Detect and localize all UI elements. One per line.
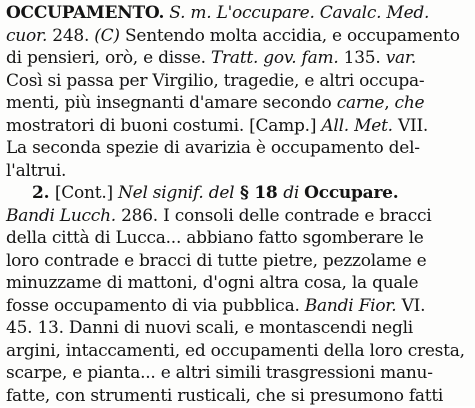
quote-text: fosse occupamento di via pubblica. bbox=[6, 296, 305, 316]
text-line-14 bbox=[6, 295, 425, 318]
citation-italic: Tratt. gov. fam. bbox=[210, 48, 339, 68]
headword: OCCUPAMENTO. bbox=[6, 3, 165, 23]
quote-text: mostratori di buoni costumi. [Camp.] bbox=[6, 116, 322, 136]
text-line-7: La seconda spezie di avarizia è occupamento del- bbox=[6, 138, 420, 158]
citation-number: 248. bbox=[47, 26, 95, 46]
citation-italic: Bandi Fior. bbox=[304, 296, 397, 316]
citation-italic: cuor. bbox=[6, 26, 48, 46]
section-reference: § 18 bbox=[234, 183, 284, 203]
text-line-1 bbox=[6, 2, 429, 25]
grammar-and-citation: S. m. L'occupare. Cavalc. Med. bbox=[164, 3, 430, 23]
text-line-13: minuzzame di mattoni, d'ogni altra cosa, la quale bbox=[6, 273, 419, 293]
text-line-18: fatte, con strumenti rusticali, che si presumono fatti bbox=[6, 386, 444, 406]
text-line-4: Così si passa per Virgilio, tragedie, e altri occupa- bbox=[6, 71, 425, 91]
text-line-9 bbox=[32, 182, 398, 205]
quote-text: 286. I consoli delle contrade e bracci bbox=[115, 206, 432, 226]
text-line-6 bbox=[6, 115, 428, 138]
text-line-2 bbox=[6, 25, 460, 48]
source-mark: (C) bbox=[94, 26, 120, 46]
sense-definition: Nel signif. del bbox=[118, 183, 235, 203]
cross-reference: Occupare. bbox=[304, 183, 399, 203]
quote-text: Sentendo molta accidia, e occupamento bbox=[119, 26, 460, 46]
text-line-5 bbox=[6, 92, 424, 115]
quote-text: menti, più insegnanti d'amare secondo bbox=[6, 93, 337, 113]
emphasis-italic: carne bbox=[336, 93, 385, 113]
text-line-16: argini, intaccamenti, ed occupamenti della loro cresta, bbox=[6, 341, 465, 361]
text-line-12: loro contrade e bracci di tutte pietre, pezzolame e bbox=[6, 251, 427, 271]
variant-mark: var. bbox=[385, 48, 417, 68]
source-mark: [Cont.] bbox=[54, 183, 119, 203]
text-line-11: della città di Lucca... abbiano fatto sgomberare le bbox=[6, 228, 424, 248]
text-line-17: scarpe, e pianta... e altri simili trasgressioni manu- bbox=[6, 363, 433, 383]
sense-number: 2. bbox=[32, 183, 55, 203]
text-line-3 bbox=[6, 47, 416, 70]
citation-number: VI. bbox=[396, 296, 426, 316]
text-line-10 bbox=[6, 205, 431, 228]
sense-definition: di bbox=[283, 183, 305, 203]
quote-text: di pensieri, orò, e disse. bbox=[6, 48, 211, 68]
text-line-15: 45. 13. Danni di nuovi scali, e montascendi negli bbox=[6, 318, 413, 338]
citation-italic: All. Met. bbox=[321, 116, 393, 136]
citation-italic: Bandi Lucch. bbox=[6, 206, 116, 226]
citation-number: 135. bbox=[338, 48, 386, 68]
emphasis-italic: che bbox=[394, 93, 425, 113]
punctuation: , bbox=[384, 93, 395, 113]
text-line-8: l'altrui. bbox=[6, 161, 67, 181]
citation-number: VII. bbox=[392, 116, 429, 136]
